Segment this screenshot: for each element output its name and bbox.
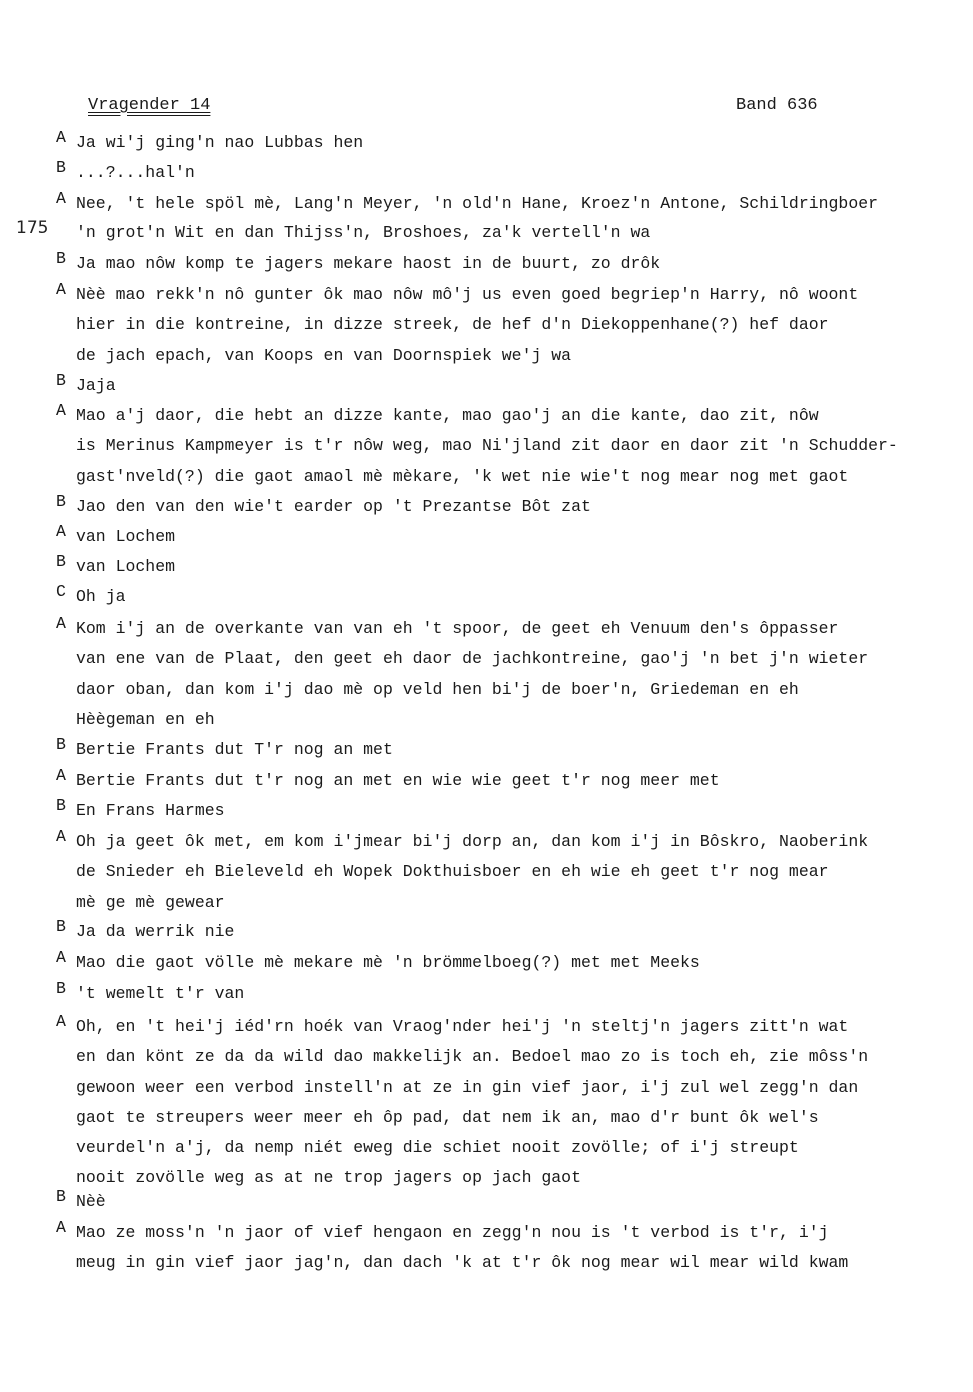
speaker-label: A [56, 128, 66, 147]
speaker-label: A [56, 766, 66, 785]
speaker-label: A [56, 948, 66, 967]
turn-text: Oh, en 't hei'j iéd'rn hoék van Vraog'nder hei'j 'n steltj'n jagers zitt'n wat en dan könt ze da da wild dao makkelijk an. Bedoel mao zo is toch eh, zie môss'n gewoon weer een verbod instell'n at ze in gin vief jaor, i'j zul wel zegg'n dan gaot te streupers weer meer eh ôp pad, dat nem ik an, mao d'r bunt ôk wel's veurdel'n a'j, da nemp niét eweg die schiet nooit zovölle; of i'j streupt nooit zovölle weg as at ne trop jagers op jach gaot [76, 1017, 869, 1188]
speaker-label: B [56, 796, 66, 815]
turn-text: van Lochem [76, 527, 176, 546]
speaker-label: B [56, 492, 66, 511]
speaker-label: A [56, 1218, 66, 1237]
speaker-label: A [56, 280, 66, 299]
turn-text: van Lochem [76, 557, 176, 576]
turn-text: Bertie Frants dut t'r nog an met en wie wie geet t'r nog meer met [76, 771, 720, 790]
turn-text: Ja mao nôw komp te jagers mekare haost in de buurt, zo drôk [76, 254, 661, 273]
turn-text: Nèè mao rekk'n nô gunter ôk mao nôw mô'j us even goed begriep'n Harry, nô woont hier in die kontreine, in dizze streek, de hef d'n Diekoppenhane(?) hef daor de jach epach, van Koops en van Doornspiek we'j wa [76, 285, 859, 365]
turn-text: Nee, 't hele spöl mè, Lang'n Meyer, 'n old'n Hane, Kroez'n Antone, Schildringboer [76, 194, 879, 213]
turn-text: Bertie Frants dut T'r nog an met [76, 740, 393, 759]
speaker-label: B [56, 371, 66, 390]
turn-text: Mao ze moss'n 'n jaor of vief hengaon en zegg'n nou is 't verbod is t'r, i'j meug in gin vief jaor jag'n, dan dach 'k at t'r ôk nog mear wil mear wild kwam [76, 1223, 849, 1273]
turn-text: Oh ja [76, 587, 126, 606]
speaker-label: A [56, 522, 66, 541]
speaker-label: B [56, 158, 66, 177]
speaker-label: B [56, 979, 66, 998]
turn-text: Mao die gaot völle mè mekare mè 'n brömmelboeg(?) met met Meeks [76, 953, 700, 972]
turn-text: En Frans Harmes [76, 801, 225, 820]
page-header-left: Vragender 14 [88, 96, 211, 115]
speaker-label: A [56, 189, 66, 208]
speaker-label: B [56, 249, 66, 268]
turn-text: ...?...hal'n [76, 163, 195, 182]
turn-text: 'n grot'n Wit en dan Thijss'n, Broshoes, za'k vertell'n wa [76, 223, 651, 242]
speaker-label: A [56, 827, 66, 846]
turn-text: Ja wi'j ging'n nao Lubbas hen [76, 133, 364, 152]
turn-text: Jao den van den wie't earder op 't Prezantse Bôt zat [76, 497, 591, 516]
speaker-label: B [56, 552, 66, 571]
turn-text: Ja da werrik nie [76, 922, 235, 941]
speaker-label: B [56, 917, 66, 936]
turn-text: 't wemelt t'r van [76, 984, 245, 1003]
turn-text: Oh ja geet ôk met, em kom i'jmear bi'j dorp an, dan kom i'j in Bôskro, Naoberink de Snieder eh Bieleveld eh Wopek Dokthuisboer en eh wie eh geet t'r nog mear mè ge mè gewear [76, 832, 869, 912]
turn-text: Nèè [76, 1192, 106, 1211]
page-header-right: Band 636 [736, 96, 818, 115]
speaker-label: A [56, 614, 66, 633]
speaker-label: C [56, 582, 66, 601]
turn-text: Kom i'j an de overkante van van eh 't spoor, de geet eh Venuum den's ôppasser van ene van de Plaat, den geet eh daor de jachkontreine, gao'j 'n bet j'n wieter daor oban, dan kom i'j dao mè op veld hen bi'j de boer'n, Griedeman en eh Hèègeman en eh [76, 619, 869, 729]
turn-text: Jaja [76, 376, 116, 395]
speaker-label: B [56, 1187, 66, 1206]
speaker-label: A [56, 1012, 66, 1031]
speaker-label: B [56, 735, 66, 754]
margin-line-number: 175 [16, 218, 49, 238]
turn-text: Mao a'j daor, die hebt an dizze kante, mao gao'j an die kante, dao zit, nôw is Merinus Kampmeyer is t'r nôw weg, mao Ni'jland zit daor en daor zit 'n Schudder- gast'nveld(?) die gaot amaol mè mèkare, 'k wet nie wie't nog mear nog met gaot [76, 406, 898, 486]
speaker-label: A [56, 401, 66, 420]
